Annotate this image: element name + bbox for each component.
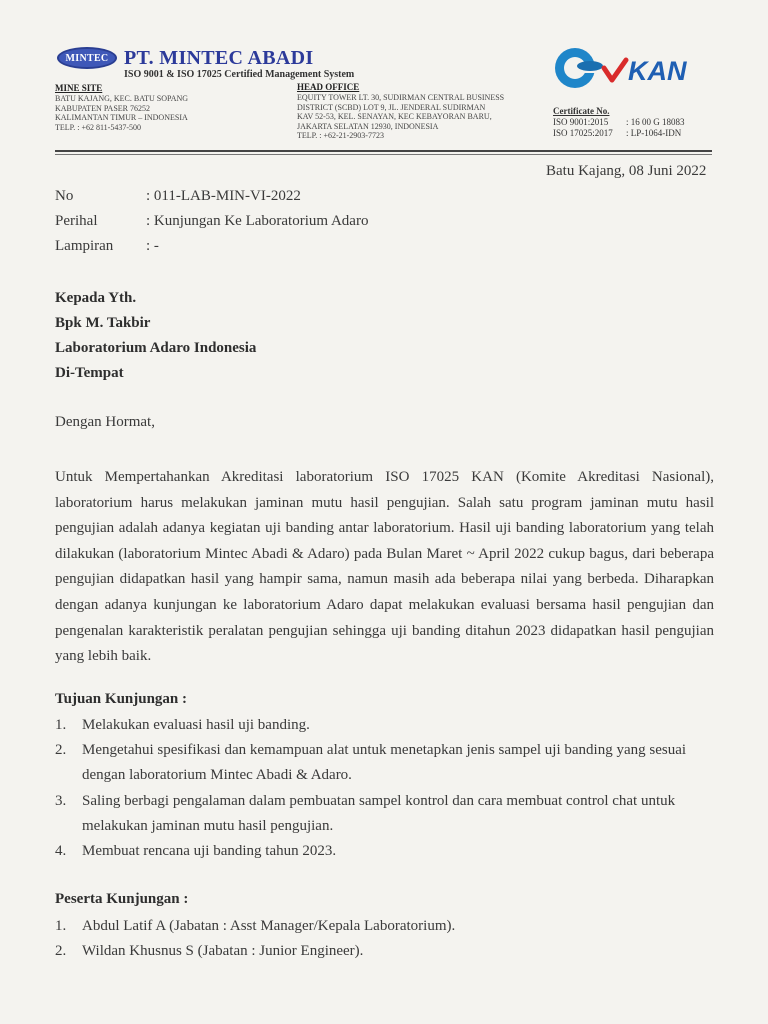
list-text: Mengetahui spesifikasi dan kemampuan alat untuk menetapkan jenis sampel uji banding yang sesuai dengan laboratorium Mintec Abadi & Adaro.: [82, 742, 687, 783]
meta-value: : Kunjungan Ke Laboratorium Adaro: [146, 213, 369, 229]
header-divider: [55, 150, 712, 152]
list-number: 4.: [55, 843, 67, 859]
list-text: Abdul Latif A (Jabatan : Asst Manager/Kepala Laboratorium).: [82, 918, 456, 934]
list-text: Wildan Khusnus S (Jabatan : Junior Engineer).: [82, 943, 364, 959]
head-office-line: KAV 52-53, KEL. SENAYAN, KEC KEBAYORAN BARU,: [297, 112, 492, 121]
list-number: 2.: [55, 742, 67, 758]
peserta-title: Peserta Kunjungan :: [55, 891, 189, 907]
mintec-logo: [57, 47, 117, 69]
mine-site-heading: MINE SITE: [55, 83, 103, 93]
kan-check-icon: [604, 60, 626, 80]
addressee-line: Laboratorium Adaro Indonesia: [55, 340, 257, 356]
list-number: 1.: [55, 918, 67, 934]
meta-row-subject: [55, 213, 368, 230]
mine-site-line: KALIMANTAN TIMUR – INDONESIA: [55, 113, 188, 122]
mine-site-line: BATU KAJANG, KEC. BATU SOPANG: [55, 94, 189, 103]
meta-row-attachment: [55, 238, 159, 255]
meta-row-number: [55, 188, 301, 205]
company-name: PT. MINTEC ABADI: [124, 47, 314, 69]
kan-logo-text: KAN: [628, 56, 687, 86]
list-number: 2.: [55, 943, 67, 959]
head-office-heading: HEAD OFFICE: [297, 82, 360, 92]
list-text: Melakukan evaluasi hasil uji banding.: [82, 717, 310, 733]
head-office-line: DISTRICT (SCBD) LOT 9, JL. JENDERAL SUDIRMAN: [297, 102, 486, 112]
head-office-line: EQUITY TOWER LT. 30, SUDIRMAN CENTRAL BUSINESS: [297, 93, 505, 102]
tujuan-item: [55, 713, 715, 738]
peserta-item: [55, 914, 715, 939]
tujuan-item: [55, 789, 715, 839]
mine-site-line: KABUPATEN PASER 76252: [55, 103, 150, 113]
tujuan-item: [55, 839, 715, 864]
certification-line: ISO 9001 & ISO 17025 Certified Management System: [124, 69, 355, 80]
header-divider-thin: [55, 154, 712, 155]
body-paragraph: Untuk Mempertahankan Akreditasi laboratorium ISO 17025 KAN (Komite Akreditasi Nasional), laboratorium harus melakukan jaminan mutu hasil pengujian. Salah satu program jaminan mutu hasil pengujian adalah adanya kegiatan uji banding antar laboratorium. Hasil uji banding laboratorium yang telah dilakukan (laboratorium Mintec Abadi & Adaro) pada Bulan Maret ~ April 2022 cukup bagus, dari beberapa pengujian didapatkan hasil yang hampir sama, namun masih ada beberapa nilai yang berbeda. Diharapkan dengan adanya kunjungan ke laboratorium Adaro dapat melakukan evaluasi bersama hasil pengujian dan pengenalan karakteristik peralatan pengujian sehingga uji banding ditahun 2023 didapatkan hasil pengujian yang lebih baik.: [55, 469, 714, 665]
certificate-row: [553, 128, 685, 139]
head-office-line: TELP. : +62-21-2903-7723: [297, 131, 384, 140]
head-office-line: JAKARTA SELATAN 12930, INDONESIA: [297, 121, 439, 131]
tujuan-title: Tujuan Kunjungan :: [55, 691, 188, 707]
certificate-standard: ISO 17025:2017: [553, 128, 613, 138]
certificate-number: : LP-1064-IDN: [626, 128, 682, 138]
meta-value: : -: [146, 238, 159, 254]
list-number: 3.: [55, 793, 67, 809]
certificate-standard: ISO 9001:2015: [553, 117, 609, 127]
kan-logo: [552, 46, 712, 96]
addressee-line: Di-Tempat: [55, 365, 124, 381]
salutation: Dengan Hormat,: [55, 414, 155, 430]
addressee-line: Bpk M. Takbir: [55, 315, 151, 331]
tujuan-item: [55, 738, 715, 788]
list-text: Membuat rencana uji banding tahun 2023.: [82, 843, 337, 859]
certificate-title: Certificate No.: [553, 106, 610, 116]
head-office-address: [297, 82, 504, 141]
meta-label: Perihal: [55, 213, 98, 229]
letter-date: Batu Kajang, 08 Juni 2022: [546, 163, 707, 179]
meta-label: No: [55, 188, 74, 204]
peserta-item: [55, 939, 715, 964]
list-number: 1.: [55, 717, 67, 733]
list-text: Saling berbagi pengalaman dalam pembuatan sampel kontrol dan cara membuat control chat untuk melakukan jaminan mutu hasil pengujian.: [82, 793, 676, 834]
mine-site-address: [55, 83, 188, 132]
meta-value: : 011-LAB-MIN-VI-2022: [146, 188, 301, 204]
certificate-block: [553, 106, 685, 139]
meta-label: Lampiran: [55, 238, 114, 254]
certificate-row: [553, 117, 685, 128]
mine-site-line: TELP. : +62 811-5437-500: [55, 122, 141, 132]
certificate-number: : 16 00 G 18083: [626, 117, 685, 127]
addressee-line: Kepada Yth.: [55, 290, 137, 306]
mintec-logo-text: MINTEC: [65, 52, 109, 64]
